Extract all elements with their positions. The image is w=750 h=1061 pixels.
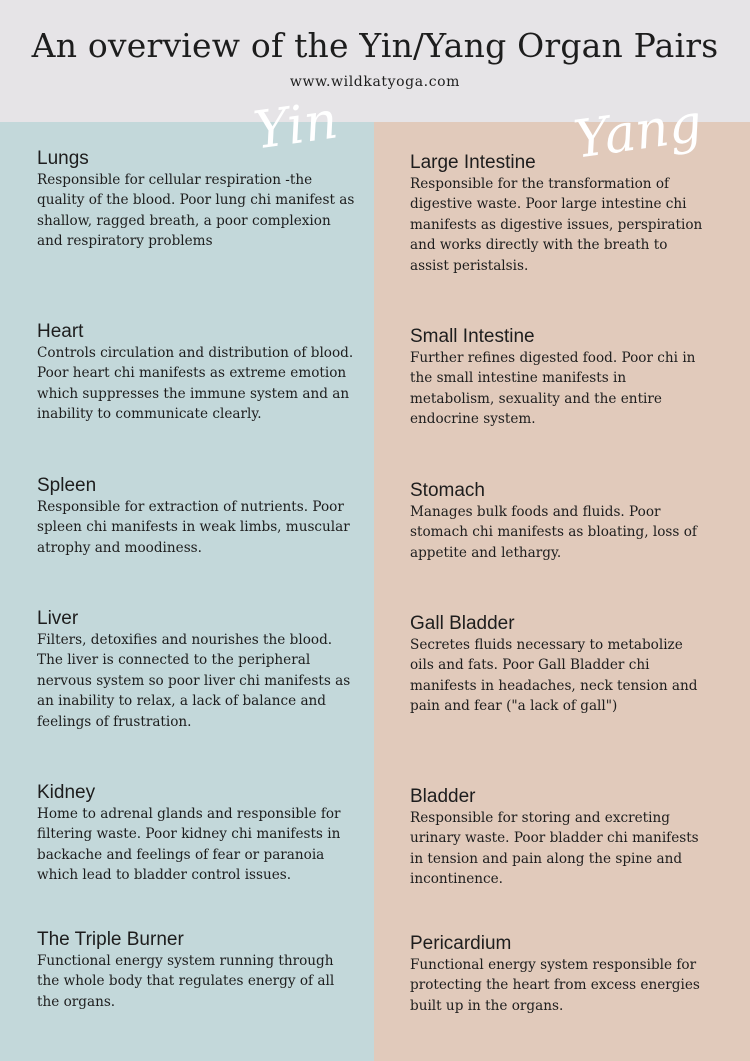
- yang-organ-pericardium: [410, 932, 710, 1016]
- organ-name: Stomach: [410, 480, 485, 501]
- page-title: An overview of the Yin/Yang Organ Pairs: [31, 26, 719, 65]
- organ-name: The Triple Burner: [37, 929, 184, 950]
- organ-name: Kidney: [37, 782, 96, 803]
- organ-name: Large Intestine: [410, 152, 536, 173]
- organ-description: Responsible for extraction of nutrients. Poor spleen chi manifests in weak limbs, muscular atrophy and moodiness.: [37, 499, 350, 556]
- organ-description: Manages bulk foods and fluids. Poor stomach chi manifests as bloating, loss of appetite and lethargy.: [410, 504, 697, 561]
- yang-organ-large-intestine: [410, 151, 710, 276]
- organ-name: Bladder: [410, 786, 476, 807]
- organ-name: Gall Bladder: [410, 613, 515, 634]
- organ-description: Responsible for the transformation of digestive waste. Poor large intestine chi manifests as digestive issues, perspiration and works directly with the breath to assist peristalsis.: [410, 176, 703, 274]
- organ-name: Spleen: [37, 475, 97, 496]
- organ-description: Home to adrenal glands and responsible for filtering waste. Poor kidney chi manifests in backache and feelings of fear or paranoia which lead to bladder control issues.: [37, 806, 341, 884]
- organ-description: Functional energy system responsible for protecting the heart from excess energies built up in the organs.: [410, 957, 700, 1014]
- organ-description: Functional energy system running through the whole body that regulates energy of all the organs.: [37, 953, 335, 1010]
- yin-organ-spleen: [37, 474, 355, 558]
- yin-organ-heart: [37, 320, 355, 425]
- organ-description: Responsible for storing and excreting urinary waste. Poor bladder chi manifests in tension and pain along the spine and incontinence.: [410, 810, 699, 888]
- organ-description: Responsible for cellular respiration -the quality of the blood. Poor lung chi manifest as shallow, ragged breath, a poor complexion and respiratory problems: [37, 172, 355, 250]
- yang-organ-gall-bladder: [410, 612, 710, 717]
- yin-organ-kidney: [37, 781, 355, 886]
- yin-script-label: Yin: [250, 90, 342, 162]
- website-url: www.wildkatyoga.com: [289, 74, 461, 90]
- yin-organ-liver: [37, 607, 355, 732]
- organ-description: Controls circulation and distribution of blood. Poor heart chi manifests as extreme emotion which suppresses the immune system and an inability to communicate clearly.: [37, 345, 354, 423]
- yang-organ-bladder: [410, 785, 710, 890]
- yin-organ-triple-burner: [37, 928, 355, 1012]
- organ-name: Heart: [37, 321, 84, 342]
- organ-name: Pericardium: [410, 933, 512, 954]
- organ-name: Small Intestine: [410, 326, 535, 347]
- organ-description: Filters, detoxifies and nourishes the blood. The liver is connected to the peripheral nervous system so poor liver chi manifests as an inability to relax, a lack of balance and feelings of frustration.: [37, 632, 351, 730]
- organ-name: Liver: [37, 608, 79, 629]
- organ-description: Further refines digested food. Poor chi in the small intestine manifests in metabolism, sexuality and the entire endocrine system.: [410, 350, 696, 428]
- organ-name: Lungs: [37, 148, 89, 169]
- yang-organ-small-intestine: [410, 325, 710, 430]
- yang-script-label: Yang: [570, 93, 706, 171]
- yang-organ-stomach: [410, 479, 710, 563]
- yin-organ-lungs: [37, 147, 355, 252]
- organ-description: Secretes fluids necessary to metabolize oils and fats. Poor Gall Bladder chi manifests in headaches, neck tension and pain and fear ("a lack of gall"): [410, 637, 698, 715]
- yin-column: [0, 122, 374, 1061]
